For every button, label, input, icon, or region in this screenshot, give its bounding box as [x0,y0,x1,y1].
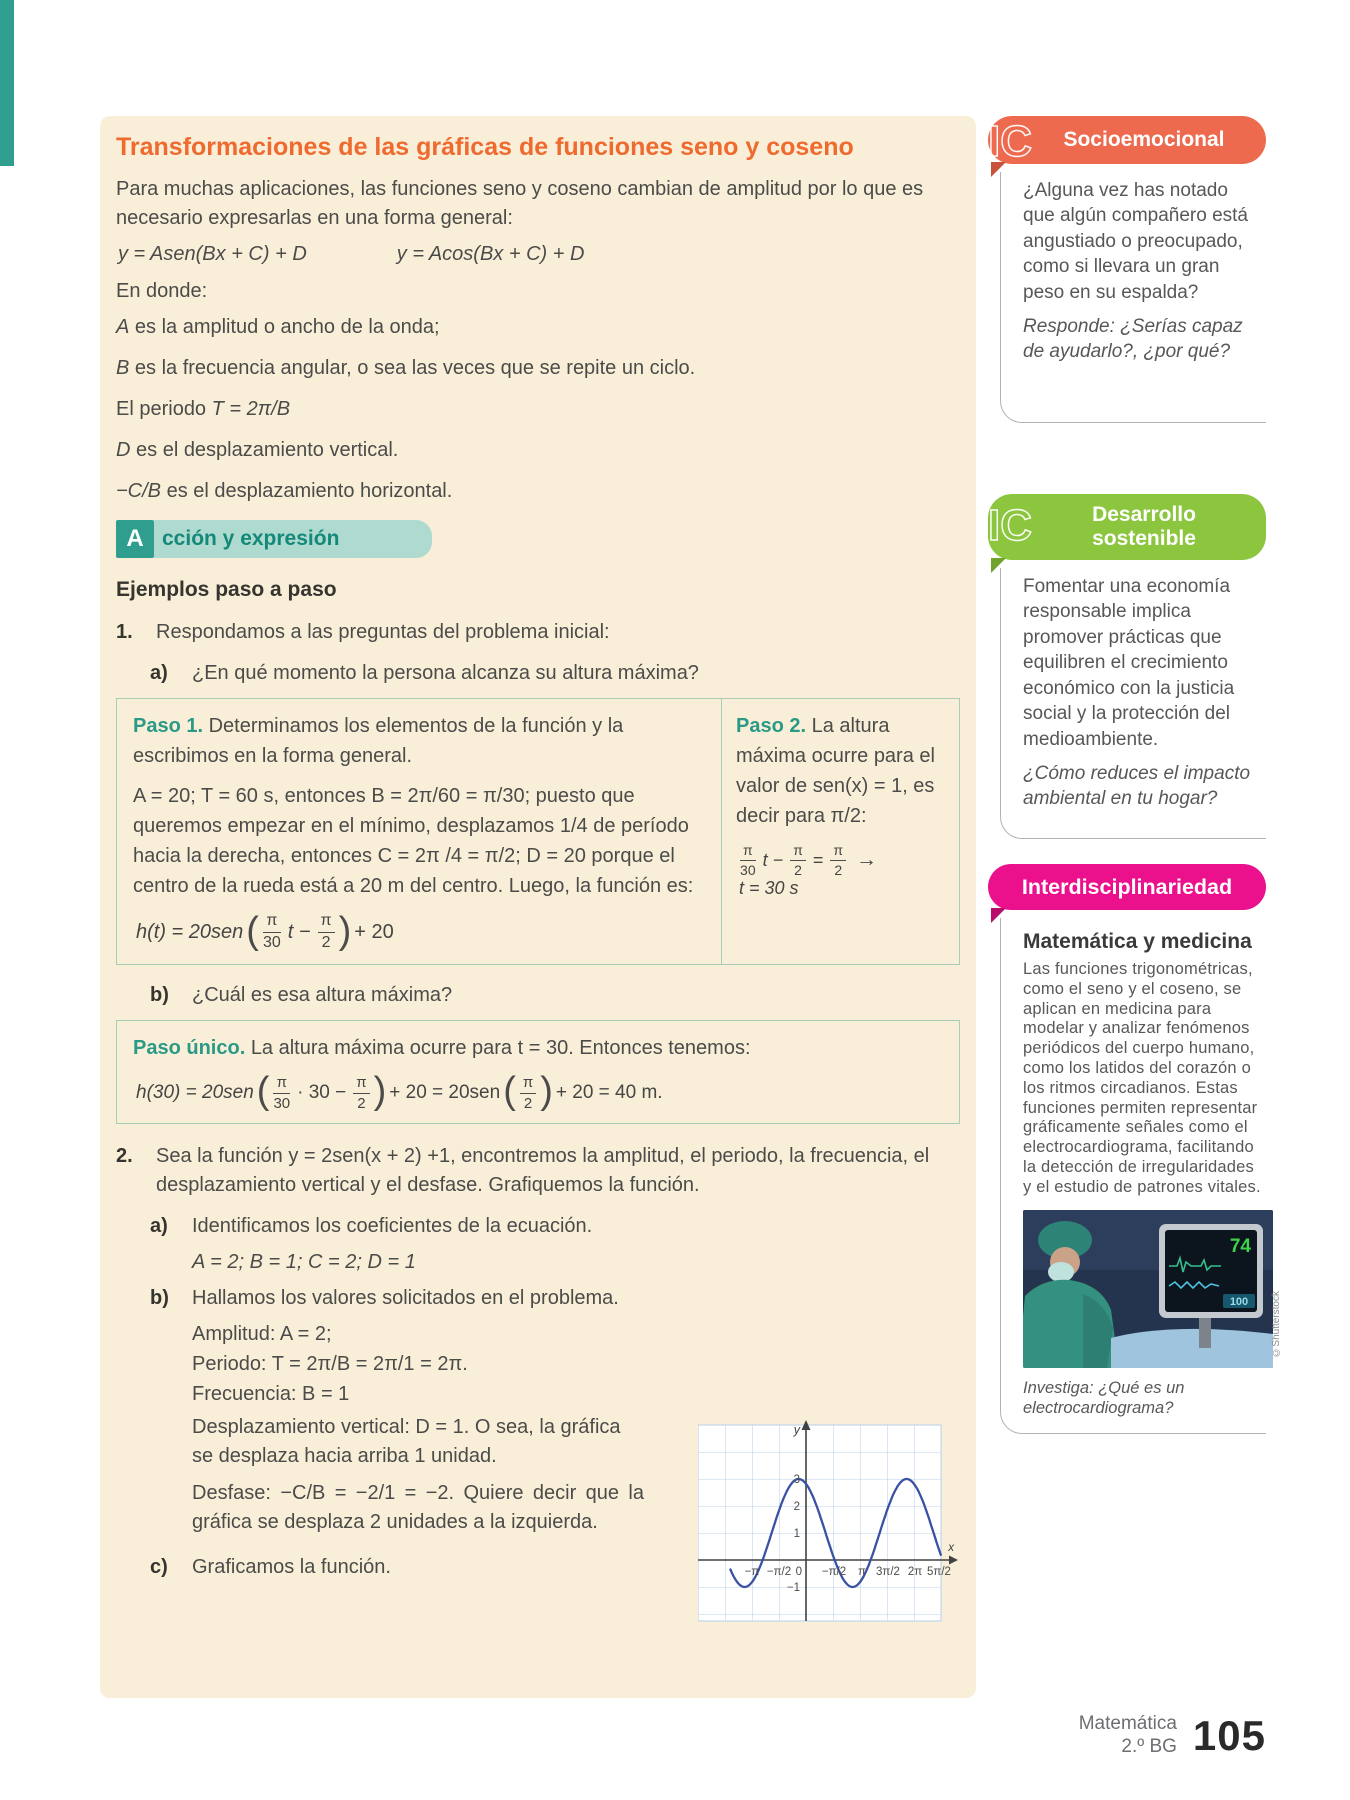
page-edge-strip [0,0,14,166]
footer-grade: 2.º BG [1121,1736,1177,1757]
definition-period: El periodo T = 2π/B [116,398,291,421]
x-tick-5pi2: 5π/2 [927,1566,951,1579]
example-2c: c) Graficamos la función. [150,1556,391,1579]
x-tick-pi: π [858,1566,866,1579]
paso-unico-formula: h(30) = 20sen ( $\frac{\pi}{30}$ · 30 − $\frac{\pi}{2}$ ) + 20 = 20sen ( $\frac{\pi}{2}$ ) + 20 = 40 m. [136,1070,663,1113]
main-content-panel [100,116,976,1698]
example-1a: a) ¿En qué momento la persona alcanza su altura máxima? [150,662,699,685]
interdisciplinariedad-subheading: Matemática y medicina [1023,930,1252,953]
x-tick-0: 0 [795,1566,802,1579]
definition-frequency: B es la frecuencia angular, o sea las veces que se repite un ciclo. [116,357,696,380]
interdisciplinariedad-header: Interdisciplinariedad [988,864,1266,910]
paso-1-formula: h(t) = 20sen ( $\frac{\pi}{30}$ t − $\frac{\pi}{2}$ ) + 20 [136,909,394,952]
paso-1-label: Paso 1. [133,715,204,738]
frequency-line: Frecuencia: B = 1 [192,1383,350,1406]
page-title: Transformaciones de las gráficas de funciones seno y coseno [116,133,854,161]
amplitude-line: Amplitud: A = 2; [192,1323,332,1346]
ic-logo-icon [984,112,1058,168]
example-2b: b) Hallamos los valores solicitados en el problema. [150,1287,619,1310]
x-tick-mpi2: −π/2 [766,1566,792,1579]
ic-logo-icon [984,490,1058,556]
paso-1-2-box [116,698,960,965]
x-tick-3pi2: 3π/2 [876,1566,900,1579]
paso-1-body: A = 20; T = 60 s, entonces B = 2π/60 = π/30; puesto que queremos empezar en el mínimo, desplazamos 1/4 de período hacia la derecha, entonces C = 2π /4 = π/2; D = 20 porque el centro de la rueda está a 20 m del centro. Luego, la función es: [133,785,694,898]
x-tick-pi2: −π/2 [821,1566,847,1579]
x-tick-2pi: 2π [907,1566,923,1579]
socioemocional-body: ¿Alguna vez has notado que algún compañero está angustiado o preocupado, como si llevara un gran peso en su espalda? Responde: ¿Serías capaz de ayudarlo?, ¿por qué? [1000,172,1266,423]
x-axis-label: x [948,1542,954,1555]
y-axis-label: y [793,1423,800,1438]
implies-arrow: → [856,848,878,872]
paso-2-label: Paso 2. [736,715,807,738]
pressure-value: 100 [1229,1295,1249,1308]
definition-amplitude: A es la amplitud o ancho de la onda; [116,316,440,339]
example-1b: b) ¿Cuál es esa altura máxima? [150,983,453,1006]
desarrollo-sostenible-card [988,494,1266,839]
page-number: 105 [1192,1712,1266,1759]
investiga-prompt: Investiga: ¿Qué es un electrocardiograma? [1023,1378,1185,1418]
period-line: Periodo: T = 2π/B = 2π/1 = 2π. [192,1353,468,1376]
badge-label: cción y expresión [154,520,432,558]
interdisciplinariedad-body: Matemática y medicina Las funciones trigonométricas, como el seno y el coseno, se aplican en medicina para modelar y analizar fenómenos periódicos del cuerpo humano, como los latidos del corazón o los ritmos circadianos. Estas funciones permiten representar gráficamente señales como el electrocardiograma, facilitando la detección de irregularidades y el estudio de patrones vitales. 74 100 ©Shutterstock Investiga: ¿Qué es un electrocardiograma? [1000,918,1266,1434]
desarrollo-sostenible-body: Fomentar una economía responsable implica promover prácticas que equilibren el crecimiento económico con la justicia social y la protección del medioambiente. ¿Cómo reduces el impacto ambiental en tu hogar? [1000,568,1266,839]
general-form-formulas [118,243,960,266]
surgery-ecg-photo [1023,1210,1282,1368]
y-tick-2: 2 [793,1501,800,1514]
paso-1-column: Paso 1. Determinamos los elementos de la función y la escribimos en la forma general. A = 20; T = 60 s, entonces B = 2π/60 = π/30; puesto que queremos empezar en el mínimo, desplazamos 1/4 de período hacia la derecha, entonces C = 2π /4 = π/2; D = 20 porque el centro de la rueda está a 20 m del centro. Luego, la función es: h(t) = 20sen ( $\frac{\pi}{30}$ t − $\frac{\pi}{2}$ ) + 20 [117,699,721,964]
examples-heading: Ejemplos paso a paso [116,578,337,602]
example-1: 1. Respondamos a las preguntas del problema inicial: [116,621,610,644]
cosine-general-formula: y = Acos(Bx + C) + D [396,243,585,266]
paso-2-column: Paso 2. La altura máxima ocurre para el valor de sen(x) = 1, es decir para π/2: $\frac{\pi}{30}$ t − $\frac{\pi}{2}$ = $\frac{\pi}{2}$ → t = 30 s [721,699,959,964]
photo-credit: ©Shutterstock [1271,1290,1282,1358]
svg-text:IC: IC [988,117,1032,166]
intro-paragraph: Para muchas aplicaciones, las funciones seno y coseno cambian de amplitud por lo que es necesario expresarlas en una forma general: [116,178,924,230]
section-badge-accion-y-expresion [116,520,432,558]
y-tick-3: 3 [793,1474,800,1487]
page-footer [900,1712,1266,1760]
y-tick-1: 1 [793,1528,800,1541]
footer-subject: Matemática [1078,1713,1177,1735]
desarrollo-sostenible-header: IC Desarrollo sostenible [988,494,1266,560]
coefficients-line: A = 2; B = 1; C = 2; D = 1 [192,1251,416,1274]
vertical-shift-line: Desplazamiento vertical: D = 1. O sea, la gráfica se desplaza hacia arriba 1 unidad. [192,1416,621,1468]
definition-vertical-shift: D es el desplazamiento vertical. [116,439,399,462]
paso-unico-label: Paso único. [133,1036,246,1059]
heart-rate-value: 74 [1229,1235,1251,1257]
socioemocional-header: IC Socioemocional [988,116,1266,164]
example-2a: a) Identificamos los coeficientes de la ecuación. [150,1215,593,1238]
paso-2-formula: $\frac{\pi}{30}$ t − $\frac{\pi}{2}$ = $\frac{\pi}{2}$ → t = 30 s [739,842,878,898]
phase-shift-line: Desfase: −C/B = −2/1 = −2. Quiere decir que la gráfica se desplaza 2 unidades a la izquierda. [192,1482,644,1534]
socioemocional-card [988,116,1266,423]
x-axis-arrow [949,1556,958,1565]
badge-initial: A [116,520,154,558]
function-graph [698,1417,960,1636]
graph-row [116,1413,960,1636]
example-2: 2. Sea la función y = 2sen(x + 2) +1, encontremos la amplitud, el periodo, la frecuencia, el desplazamiento vertical y el desfase. Grafiquemos la función. [116,1145,930,1197]
paso-unico-box: Paso único. La altura máxima ocurre para t = 30. Entonces tenemos: h(30) = 20sen ( $\frac{\pi}{30}$ · 30 − $\frac{\pi}{2}$ ) + 20 = 20sen ( $\frac{\pi}{2}$ ) + 20 = 40 m. [116,1020,960,1125]
x-tick-mpi: −π [744,1566,760,1579]
sine-general-formula: y = Asen(Bx + C) + D [118,243,307,266]
definition-horizontal-shift: −C/B es el desplazamiento horizontal. [116,480,453,503]
where-label: En donde: [116,280,208,303]
surgical-drape [1111,1328,1273,1367]
svg-text:IC: IC [988,501,1032,550]
y-tick-m1: −1 [786,1582,800,1595]
interdisciplinariedad-card [988,864,1282,1434]
